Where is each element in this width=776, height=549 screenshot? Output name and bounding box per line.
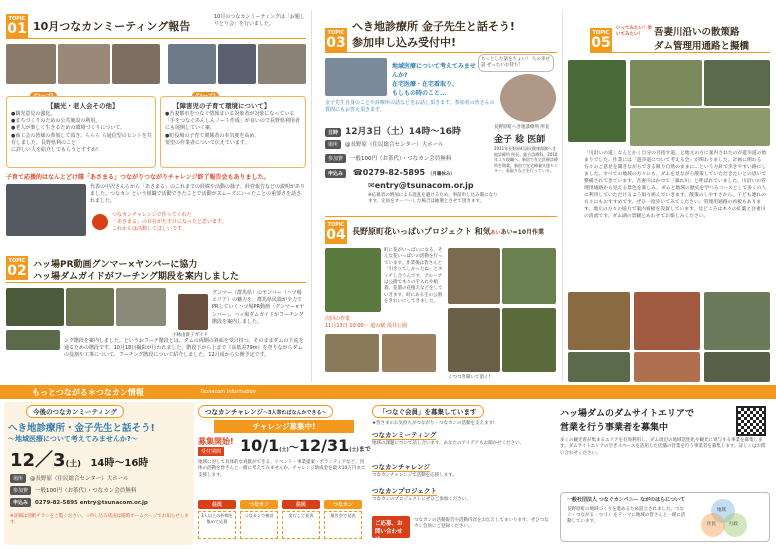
- asamaru-report-heading: 子育て応援的はなんとどけ隊「あさまる」つながりつながりチャレンジ終了報告会もありました。: [6, 174, 270, 181]
- c4-about-title: 一般社団法人 つなぐカンパニー ながのはらについて: [567, 497, 686, 503]
- path-photo-4: [630, 108, 770, 146]
- group2-line: 要望の作業者について伝えています。: [165, 139, 250, 146]
- topic-03-title-1: へき地診療所 金子先生と話そう!: [352, 20, 515, 33]
- event-date-row: 日時 12月3日（土）14時〜16時: [325, 124, 505, 137]
- event-place-row: 場所 @長野原（住民総合センター）大ホール: [325, 140, 505, 149]
- c2-banner: チャレンジ募集中!: [214, 420, 354, 433]
- topic-05-rule: [590, 52, 770, 53]
- c1-date: 12／3(土) 14時〜16時: [10, 450, 149, 471]
- c2-period-label: 受付期間: [198, 447, 224, 456]
- topic-03-rule: [325, 52, 557, 53]
- step-label: つなカン: [240, 500, 278, 509]
- c1-place: 場所 @長野原（住民総合センター）大ホール: [10, 474, 129, 483]
- topic-02-body: グンマー（群馬県）のヤンバー（ハツ場エリア）の魅力を、群馬県民篇が全力でPRしていくハツ場PR動画「グンマー×ヤンバー」。ハッ場ダムガイドがフーチング階段を案内しました。: [212, 290, 305, 325]
- apply-email[interactable]: entry@tsunacom.or.jp: [374, 181, 474, 190]
- c4-title-2: 営業を行う事業者を募集中: [560, 423, 669, 433]
- group2-title: 【障害児の子育て環境について】: [173, 102, 271, 110]
- event-fee-row: 参加費 一般100円（お茶代）・つなカン会員無料: [325, 154, 505, 163]
- event-mail-row: [368, 181, 474, 190]
- flower-photo-1: [325, 248, 381, 312]
- topic-03-lead: 金子先生自身のことや診療所の話などをお話し頂きます。参加者の皆さんの質問にもお答え頂きます。: [325, 100, 495, 113]
- clinic-photo: [325, 58, 387, 96]
- doctor-bio: 2011年長野原町国民健康保険へき地診療所 所長。総合診療科、2010年より現職へ。新宿で在宅医療診療所を開業。新宿で在宅療養支援センター、看取りなどを行っている。: [494, 146, 558, 174]
- group2-line: ●町役場の子育て関係者の本気度を高め、: [165, 132, 260, 139]
- path-photo-9: [634, 352, 700, 382]
- topic-05-body: 「川沿いの道」なんとかく自分の目指す道。と地元の方に案内されたのが遊歩道の始まりでした。作業には「遊歩道について考える会」が関わりました。計画に関わる方々のご意見を聞きながらできる限り自然のままに…という方針で歩きやすい路にしました。すべての地域の方々にも、ダムを見ながら散策していただきたいとの思いで整備されてきています。吾妻川はかつて「暴れ川」と呼ばれていました。川沿いの管理用通路から見える景色を楽しみ、ダムと地域の歴史を学べるコースとして多くの人に利用していただけるよう取り組んでいきます。散策のしやすさから、子ども連れの方々にもおすすめです。ぜひ一度歩いてみてください。管理用通路の看板もあります。地元の方々の協力で案内看板を設置しています。見どころは木々の紅葉と吾妻川の清流です。ダム湖の景観とあわせてお楽しみください。: [584, 151, 767, 219]
- path-photo-7: [704, 292, 770, 350]
- doctor-name: 金子 稔 医師: [494, 135, 546, 145]
- topic-01-badge: TOPIC 01: [7, 16, 27, 37]
- group1-line: ●老人が楽しく生きるための環境づくりについて。: [11, 125, 126, 132]
- step-desc: つなカンで検討: [240, 511, 278, 539]
- c2-open: 募集開始!: [198, 437, 234, 446]
- topic-03-title-2: 参加申し込み受付中!: [352, 36, 457, 49]
- group1-line: ●まちづくりのための公共施設の利用。: [11, 118, 101, 125]
- step-label: つなカン: [324, 500, 362, 509]
- c2-tag: つなカンチャレンジ〜3人寄ればなんかできる〜: [198, 405, 333, 418]
- topic-04-badge: TOPIC 04: [326, 222, 346, 243]
- group1-line: ●商工会の皆様の参加して頂き、ららら ら通信型のヒントを共有しました。長野県利のこと: [11, 132, 152, 146]
- path-photo-2: [630, 60, 702, 106]
- topic-04-caption: くつつき聞いて頂く!: [448, 375, 491, 380]
- topic-04-rule-top: [325, 216, 557, 217]
- topic-04-title: 長野原町花いっぱいプロジェクト 和気あいあい=10月作業: [352, 227, 545, 236]
- topic-02-title-2: ハッ場ダムガイドがフーチング期段を案内しました: [33, 272, 239, 282]
- challenge-step: [324, 500, 362, 544]
- group1-title: 【観光・老人会その他】: [47, 102, 119, 110]
- c1-tag: 今後のつなカンミーティング: [26, 405, 124, 418]
- challenge-step: [240, 500, 278, 544]
- c2-period: 10/1(土)〜12/31(土)まで: [240, 436, 371, 455]
- topic-01-lead: 10月のつなカンミーティングは「お題しりとり会」を行いました。: [214, 14, 305, 28]
- footer-col-2: [198, 402, 371, 545]
- group2-summary-box: [160, 96, 306, 168]
- apply-phone[interactable]: 0279-82-5895: [362, 168, 426, 177]
- c2-body: 地域に対して具体的な貢献ができる、イベント・事業提案・ボランティアなど、団体の活動を皆さんと一緒に考えてみませんか。チャレンジ助成金を最大10万円まで支援します。: [198, 460, 366, 478]
- path-photo-6: [634, 292, 700, 350]
- c3-tag: 「つなぐ会員」を募集しています: [372, 405, 484, 418]
- c3-challenge-body: つなカンチャレンジで活動を応援します。: [372, 473, 457, 478]
- column-divider-1: [311, 10, 312, 382]
- c4-about-body: 長野原町の地域づくりを進めるため設立されました。つなぐ・つながる・つづく をテーマに地域の皆さんと一緒に活動しています。: [567, 507, 686, 524]
- column-divider-2: [562, 10, 563, 382]
- speech-bubble: ちっとした話をちょい！ 人の幸せ話 ぜったいお待ち！: [478, 54, 554, 72]
- step-desc: 3人以上の仲間を集めて応募: [198, 511, 236, 539]
- path-photo-5: [568, 292, 630, 350]
- group1-lines: [11, 111, 153, 154]
- path-photo-3: [704, 60, 770, 106]
- footer-col-4: [560, 402, 772, 545]
- qr-code[interactable]: [736, 406, 766, 436]
- topic-02-badge: TOPIC 02: [7, 258, 27, 279]
- path-photo-1: [568, 60, 626, 142]
- c3-project-body: つなカンのプロジェクトにぜひご参加ください。: [372, 497, 471, 502]
- group2-lines: [165, 111, 303, 147]
- topic-02-title-1: ハッ場PR動画グンマー×ヤンバーに協力: [33, 260, 198, 270]
- footer-col-3: [372, 402, 552, 545]
- topic-02-body-2: ング階段を案内しました。というおフーチ階段とは、ダムの両側の斜面を受け持つ、そのままダムの下流を通るための階段です。10月18日撮影が行われました。階段下から上まで（高低差79m）を登りながらダムの役割や工事について、フーチング階段について紹介しました。12月頃から公開予定です。: [64, 338, 304, 359]
- event-apply-row: 申込み ☎0279-82-5895 （月曜休み）: [325, 168, 505, 178]
- venn-circle-b: 住民: [701, 513, 725, 537]
- c3-sub: ★皆さまのお気持ちがつながり・つなカンの活動を支えます!: [372, 421, 495, 426]
- meeting-photo-6: [258, 44, 306, 84]
- phone-icon: ☎: [352, 168, 363, 177]
- venn-circle-c: 行政: [723, 513, 747, 537]
- meeting-photo-1: [6, 44, 56, 84]
- meeting-photo-2: [58, 44, 110, 84]
- yamba-photo-3: [116, 288, 166, 326]
- info-band-title: もっとつながる＊つなカン情報: [32, 388, 144, 397]
- c1-subheading: 〜地域医療について考えてみませんか?〜: [8, 435, 138, 443]
- c1-fee: 参加費 一般100円（お茶代）・つなカン会員無料: [10, 486, 136, 495]
- group2-line: ●吾妻郡市をつなぐ情報まいる対象者が対象になっている「手をつなぐあんしんノート作成」が良いので長野県利用者にも展開していく案。: [165, 111, 300, 132]
- c4-title-1: ハッ場ダムのダムサイトエリアで: [560, 409, 695, 419]
- yamba-photo-1: [6, 288, 64, 326]
- flower-photo-7: [502, 308, 556, 372]
- venn-circle-a: 地域: [711, 499, 735, 523]
- step-desc: 実行して発表: [282, 511, 320, 539]
- topic-04-body: 町に花がいっぱいになる、そんな花いっぱいの活動を行っています。作業後は皆さんと「引き立てしかったね」とタッチし合うんです。グループは公園で木々の手入れや植栽、花壇の花植えなどをしていきます。町にある生の公園をきれいにしてきました。: [384, 248, 443, 305]
- group1-line: に詳しい人を紹介してもらうとすすめ!: [11, 147, 99, 154]
- topic-03-questions: 地域医療について考えてみませんか? 在宅医療・在宅看取り、 もしもの時のこと...: [392, 63, 476, 97]
- c3-apply-body: つなカンの活動報告や活動内容をお伝えしてまいります。ぜひつなカン会員にご登録ください。: [414, 518, 549, 530]
- topic-05-badge: TOPIC 05: [591, 30, 611, 51]
- meeting-photo-4: [168, 44, 216, 84]
- topic-05-title-2: ダム管理用通路と擬橋: [654, 41, 750, 52]
- c3-apply-button[interactable]: ご応募、お問い合わせは: [372, 516, 410, 538]
- challenge-step: [198, 500, 236, 544]
- c3-meeting-body: 地域の課題について話し合います。あなたのアイデアもお聞かせください。: [372, 441, 525, 446]
- step-label: 住民: [198, 500, 236, 509]
- topic-02-rule: [6, 282, 306, 283]
- topic-01-rule: [6, 38, 306, 39]
- topic-03-badge: TOPIC 03: [326, 30, 346, 51]
- flower-photo-4: [325, 334, 379, 372]
- asamaru-photo: [6, 184, 86, 236]
- c4-about-box: [560, 492, 770, 542]
- path-photo-8: [568, 352, 630, 382]
- topic-01-title: 10月つなカンミーティング報告: [33, 20, 191, 33]
- c3-meeting-title: つなカンミーティング: [372, 431, 437, 439]
- c3-challenge-title: つなカンチャレンジ: [372, 463, 430, 471]
- c1-apply: 申込み 0279-82-5895 entry@tsunacom.or.jp: [10, 498, 148, 507]
- c4-body: 多くの観光客が集まるエリアを有効利用し、ダム周辺の地域活性化や観光に寄与する事業を募集します。ダムサイトエリアの空きスペースを活用した店舗の営業を行う事業者を募集します。詳しくはお問い合わせください。: [560, 438, 766, 456]
- c2-steps: [198, 500, 368, 544]
- challenge-step: [282, 500, 320, 544]
- asamaru-report-body: 代表の中沢さんらから「あさまる」のこれまでの経緯や活動の様子、経営報告などの説明がありました。つなカン という組織で活動できたことで活動がスムーズにいったことの重要さを話されました。: [90, 184, 306, 205]
- mail-icon: ✉: [368, 181, 375, 190]
- asamaru-note-icon: [92, 214, 108, 230]
- group1-summary-box: [6, 96, 156, 168]
- doctor-portrait: [500, 74, 556, 122]
- flower-photo-3: [502, 248, 556, 304]
- guide-caption: 小林由貴子ガイド: [172, 333, 208, 338]
- footer-col-1: [4, 402, 194, 545]
- meeting-photo-5: [218, 44, 256, 84]
- yamba-photo-4: [6, 330, 60, 350]
- group1-line: ●観光意見の強化。: [11, 111, 56, 117]
- topic-05-sub: いってみたい！歩いてみたい！: [616, 26, 652, 37]
- info-band-en: Tsunacom Information: [200, 389, 256, 395]
- c1-note: ※詳細は別紙チラシをご覧ください。☆申し込み状況は随時ホームページでお知らせします。: [10, 514, 189, 525]
- yamba-photo-2: [66, 288, 114, 326]
- c3-project-title: つなカンプロジェクト: [372, 487, 437, 495]
- flower-photo-5: [382, 334, 436, 372]
- step-desc: 報告会で発表: [324, 511, 362, 539]
- flower-photo-2: [448, 248, 500, 304]
- guide-photo: [178, 294, 208, 330]
- topic-05-title-1: 吾妻川沿いの散策路: [654, 27, 740, 38]
- next-session: 次回の作業 11月13日 10:00〜 道の駅 浅井公園: [325, 316, 407, 329]
- info-band: [0, 385, 776, 399]
- asamaru-note: つなカンチャレンジで作ってくれた 「あさまる」の存在がたすけになったと思います。 これからは活動してほしいです。: [112, 212, 227, 232]
- topic-03-note: ※応募者の増加による混乱を避けるため、事前申し込み制になります。定員をオーバーした場合は抽選とさせて頂きます。: [368, 193, 498, 204]
- c1-heading: へき地診療所・金子先生と話そう!: [8, 423, 155, 434]
- flower-photo-6: [448, 308, 500, 372]
- path-photo-10: [704, 352, 770, 382]
- step-label: 住民: [282, 500, 320, 509]
- doctor-title: 長野原町へき地診療所 所長: [494, 125, 550, 130]
- meeting-photo-3: [112, 44, 160, 84]
